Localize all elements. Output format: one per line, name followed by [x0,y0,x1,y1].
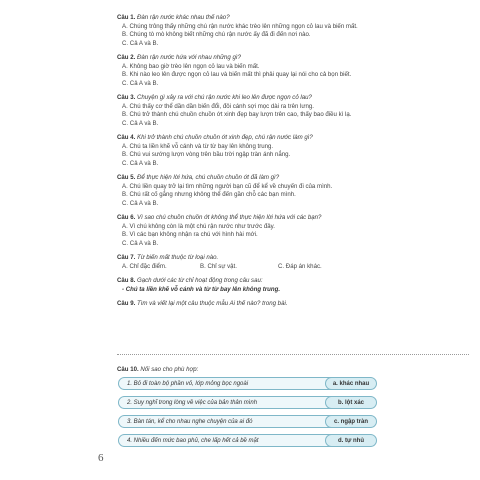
question-3 [117,94,469,128]
option-a[interactable]: A. Chú liền quay trở lại tìm những người bạn cũ để kể về chuyến đi của mình. [122,182,333,190]
match-right-a[interactable]: a. khác nhau [325,377,377,390]
option-b[interactable]: B. Chú trở thành chú chuồn chuồn ớt xinh đẹp bay lượn trên cao, thấy bao điều kì lạ. [122,111,352,118]
option-a[interactable]: A. Chú ta liền khẽ vỗ cánh và từ từ bay lên không trung. [122,142,274,150]
match-right-c[interactable]: c. ngập tràn [325,415,377,428]
question-8 [117,277,469,294]
question-7 [117,254,469,271]
question-text: Đàn rận nước hứa với nhau những gì? [137,54,241,61]
option-c[interactable]: C. Cả A và B. [122,119,159,127]
option-c[interactable]: C. Cả A và B. [122,159,159,167]
question-number: Câu 4. [117,134,136,141]
option-b[interactable]: B. Chú rất cố gắng nhưng không thể đến gần chỗ các bạn mình. [122,191,296,198]
answer-line[interactable] [117,354,469,355]
option-b[interactable]: B. Chú vui sướng lượn vòng trên bầu trời ngập tràn ánh nắng. [122,151,291,158]
question-number: Câu 2. [117,54,136,61]
question-number: Câu 1. [117,14,136,21]
option-a[interactable]: A. Chúng trông thấy những chú rận nước khác trèo lên những ngọn cỏ lau và biến mất. [122,22,358,30]
question-text: Tìm và viết lại một câu thuộc mẫu Ai thế nào? trong bài. [137,300,288,307]
page-number: 6 [98,452,104,464]
match-right-b[interactable]: b. lột xác [325,396,377,409]
question-text: Nối sao cho phù hợp: [140,366,199,373]
question-1 [117,14,469,48]
question-number: Câu 9. [117,300,136,307]
question-text: Khi trở thành chú chuồn chuồn ớt xinh đẹp, chú rận nước làm gì? [137,134,313,141]
example-sentence[interactable]: - Chú ta liền khẽ vỗ cánh và từ từ bay lên không trung. [122,285,281,293]
question-number: Câu 8. [117,277,136,284]
match-right-d[interactable]: d. tự nhủ [325,434,377,447]
question-9 [117,300,469,309]
question-text: Chuyện gì xảy ra với chú rận nước khi leo lên được ngọn cỏ lau? [137,94,312,101]
question-2 [117,54,469,88]
question-number: Câu 10. [117,366,139,373]
option-a[interactable]: A. Chú thấy cơ thể dần dần biến đổi, đôi cánh sợi mọc dài ra trên lưng. [122,102,314,110]
option-c[interactable]: C. Cả A và B. [122,199,159,207]
question-text: Gạch dưới các từ chỉ hoạt động trong câu sau: [137,277,263,284]
question-number: Câu 6. [117,214,136,221]
match-left-3[interactable]: 3. Bàn tán, kể cho nhau nghe chuyện của ai đó [118,415,338,428]
match-left-2[interactable]: 2. Suy nghĩ trong lòng về việc của bản thân mình [118,396,338,409]
question-10 [117,366,198,373]
option-c[interactable]: C. Cả A và B. [122,79,159,87]
option-c[interactable]: C. Đáp án khác. [278,262,322,270]
option-c[interactable]: C. Cả A và B. [122,239,159,247]
option-b[interactable]: B. Vì các bạn không nhận ra chú với hình hài mới. [122,231,258,238]
option-b[interactable]: B. Khi nào leo lên được ngọn cỏ lau và biến mất thì phải quay lại nói cho cả bọn biết. [122,71,352,78]
question-number: Câu 3. [117,94,136,101]
question-text: Để thực hiện lời hứa, chú chuồn chuồn ớt đã làm gì? [137,174,280,181]
question-text: Vì sao chú chuồn chuồn ớt không thể thực hiện lời hứa với các bạn? [137,214,322,221]
question-4 [117,134,469,168]
option-b[interactable]: B. Chỉ sự vật. [200,262,237,270]
match-left-4[interactable]: 4. Nhiều đến mức bao phủ, che lấp hết cả bề mặt [118,434,338,447]
option-a[interactable]: A. Chỉ đặc điểm. [122,262,167,270]
question-number: Câu 5. [117,174,136,181]
question-number: Câu 7. [117,254,136,261]
option-b[interactable]: B. Chúng tò mò không biết những chú rận nước ấy đã đi đến nơi nào. [122,31,311,38]
question-text: Đàn rận nước khác nhau thế nào? [137,14,230,21]
option-a[interactable]: A. Vì chú không còn là một chú rận nước như trước đây. [122,222,275,230]
option-a[interactable]: A. Không bao giờ trèo lên ngọn cỏ lau và biến mất. [122,62,260,70]
question-6 [117,214,469,248]
question-text: Từ biến mất thuộc từ loại nào. [137,254,219,261]
match-left-1[interactable]: 1. Bỏ đi toàn bộ phần vỏ, lớp mỏng bọc ngoài [118,377,338,390]
question-5 [117,174,469,208]
option-c[interactable]: C. Cả A và B. [122,39,159,47]
